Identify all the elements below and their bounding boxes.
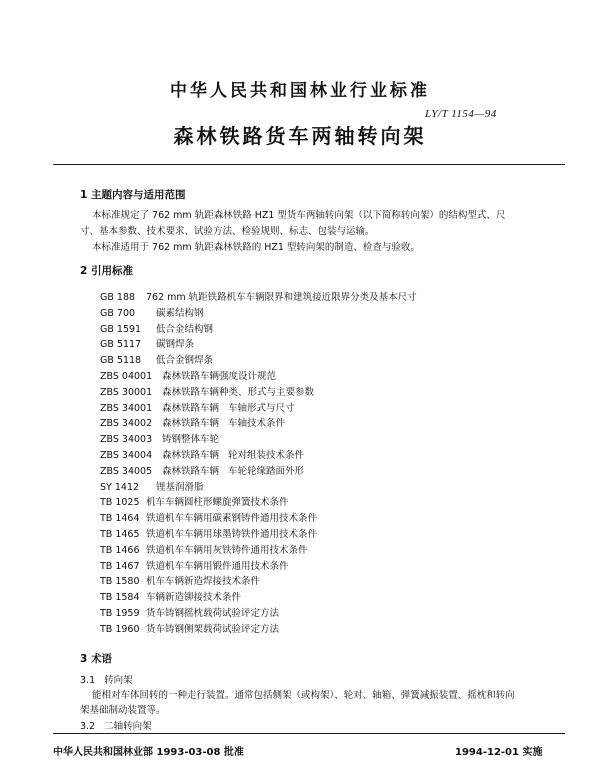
reference-item <box>100 290 417 306</box>
reference-code: ZBS 34003 <box>100 434 153 446</box>
reference-title: 森林铁路车辆 轮对组装技术条件 <box>162 449 305 461</box>
reference-item <box>100 464 417 480</box>
reference-code: TB 1025 <box>100 497 140 509</box>
reference-item <box>100 385 417 401</box>
reference-code: TB 1959 <box>100 607 140 619</box>
section-1-paragraph-1-line-1: 本标准规定了 762 mm 轨距森林铁路 HZ1 型货车两轴转向架（以下简称转向架）的结构型式、尺 <box>92 210 506 221</box>
reference-title: 低合金钢焊条 <box>156 355 214 367</box>
reference-title: 锂基润滑脂 <box>156 481 204 493</box>
approval-date: 中华人民共和国林业部 1993-03-08 批准 <box>53 747 244 758</box>
reference-code: GB 5118 <box>100 355 142 367</box>
reference-item <box>100 337 417 353</box>
reference-code: TB 1466 <box>100 544 140 556</box>
implementation-date: 1994-12-01 实施 <box>455 747 543 758</box>
subsection-3-1-line-1: 能相对车体回转的一种走行装置。通常包括侧架（或构架）、轮对、轴箱、弹簧减振装置、摇枕和转向 <box>92 690 515 701</box>
reference-code: ZBS 34001 <box>100 402 153 414</box>
reference-item <box>100 416 417 432</box>
issuing-organization-title: 中华人民共和国林业行业标准 <box>170 81 430 101</box>
reference-item <box>100 543 417 559</box>
reference-item <box>100 448 417 464</box>
reference-title: 货车铸钢侧架载荷试验评定方法 <box>146 623 280 635</box>
reference-code: GB 5117 <box>100 339 142 351</box>
reference-title: 铸钢整体车轮 <box>162 434 220 446</box>
reference-code: TB 1465 <box>100 528 140 540</box>
reference-item <box>100 511 417 527</box>
reference-code: ZBS 04001 <box>100 370 153 382</box>
reference-title: 铁道机车车辆用碳素钢铸件通用技术条件 <box>146 513 318 525</box>
section-2-heading: 2 引用标准 <box>80 265 133 277</box>
reference-title: 森林铁路车辆种类、形式与主要参数 <box>162 386 315 398</box>
reference-title: 铁道机车车辆用球墨铸铁件通用技术条件 <box>146 528 318 540</box>
subsection-3-1-line-2: 架基础制动装置等。 <box>80 705 166 716</box>
reference-code: TB 1584 <box>100 592 140 604</box>
reference-item <box>100 401 417 417</box>
section-3-heading: 3 术语 <box>80 653 112 665</box>
reference-item <box>100 369 417 385</box>
referenced-standards-list <box>100 290 417 638</box>
reference-item <box>100 622 417 638</box>
reference-item <box>100 590 417 606</box>
reference-title: 机车车辆新造焊接技术条件 <box>146 576 261 588</box>
reference-item <box>100 574 417 590</box>
reference-item <box>100 480 417 496</box>
reference-code: GB 188 <box>100 292 136 303</box>
reference-code: ZBS 30001 <box>100 386 153 398</box>
footer-divider <box>53 733 565 734</box>
reference-title: 铁道机车车辆用灰铁铸件通用技术条件 <box>146 544 308 556</box>
subsection-3-2-heading: 3.2 二轴转向架 <box>80 721 152 732</box>
reference-code: ZBS 34004 <box>100 449 153 461</box>
reference-code: TB 1464 <box>100 513 140 525</box>
reference-title: 机车车辆圆柱形螺旋弹簧技术条件 <box>146 497 289 509</box>
reference-code: ZBS 34005 <box>100 465 153 477</box>
reference-code: TB 1960 <box>100 623 140 635</box>
section-1-paragraph-1 <box>80 208 572 239</box>
reference-title: 铁道机车车辆用锻件通用技术条件 <box>146 560 289 572</box>
reference-title: 低合金结构钢 <box>156 323 214 335</box>
reference-code: ZBS 34002 <box>100 418 153 430</box>
reference-code: TB 1580 <box>100 576 140 588</box>
reference-title: 森林铁路车辆 车轴技术条件 <box>162 418 286 430</box>
reference-title: 碳素结构钢 <box>156 307 204 319</box>
reference-title: 碳钢焊条 <box>156 339 195 351</box>
reference-title: 货车铸钢摇枕载荷试验评定方法 <box>146 607 280 619</box>
subsection-3-1-heading: 3.1 转向架 <box>80 675 133 686</box>
reference-title: 森林铁路车辆 车轴形式与尺寸 <box>162 402 295 414</box>
reference-item <box>100 353 417 369</box>
reference-code: GB 700 <box>100 307 136 319</box>
reference-item <box>100 495 417 511</box>
reference-item <box>100 322 417 338</box>
reference-item <box>100 306 417 322</box>
document-title: 森林铁路货车两轴转向架 <box>173 124 427 148</box>
reference-item <box>100 527 417 543</box>
section-1-heading: 1 主题内容与适用范围 <box>80 189 186 201</box>
standard-code: LY/T 1154—94 <box>425 108 497 120</box>
reference-title: 762 mm 轨距铁路机车车辆限界和建筑接近限界分类及基本尺寸 <box>146 292 417 303</box>
section-1-paragraph-1-line-2: 寸、基本参数、技术要求、试验方法、检验规则、标志、包装与运输。 <box>80 225 375 237</box>
reference-title: 车辆新造铆接技术条件 <box>146 592 242 604</box>
reference-code: SY 1412 <box>100 481 140 493</box>
reference-item <box>100 559 417 575</box>
reference-code: GB 1591 <box>100 323 142 335</box>
reference-title: 森林铁路车辆 车轮轮缘踏面外形 <box>162 465 305 477</box>
header-divider <box>53 164 565 165</box>
reference-title: 森林铁路车辆强度设计规范 <box>162 370 277 382</box>
section-1-paragraph-2: 本标准适用于 762 mm 轨距森林铁路的 HZ1 型转向架的制造、检查与验收。 <box>92 242 420 253</box>
reference-item <box>100 432 417 448</box>
reference-item <box>100 606 417 622</box>
reference-code: TB 1467 <box>100 560 140 572</box>
